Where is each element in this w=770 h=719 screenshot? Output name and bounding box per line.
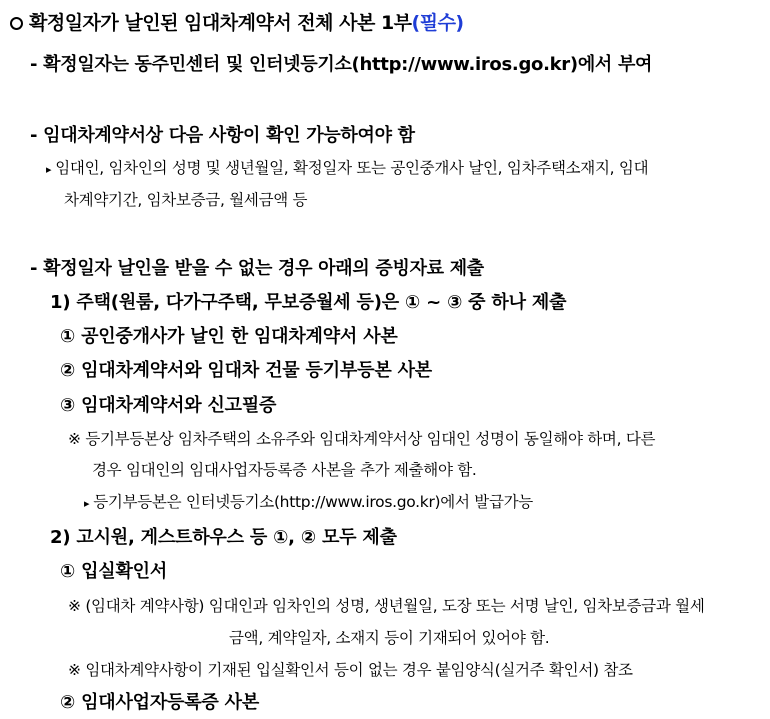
line-note-contract-items-1: ※ (임대차 계약사항) 임대인과 임차인의 성명, 생년월일, 도장 또는 서명 날인, 임차보증금과 월세 xyxy=(68,597,705,615)
required-items-text-1: 임대인, 임차인의 성명 및 생년월일, 확정일자 또는 공인중개사 날인, 임차주택소재지, 임대 xyxy=(55,159,649,177)
line-option-2: ② 임대차계약서와 임대차 건물 등기부등본 사본 xyxy=(60,360,432,381)
line-case-housing: 1) 주택(원룸, 다가구주택, 무보증월세 등)은 ① ~ ③ 중 하나 제출 xyxy=(50,292,567,313)
line-checkin-confirmation: ① 입실확인서 xyxy=(60,561,168,582)
triangle-bullet-icon: ▸ xyxy=(46,163,52,176)
line-option-3: ③ 임대차계약서와 신고필증 xyxy=(60,395,277,416)
line-alternative-docs: - 확정일자 날인을 받을 수 없는 경우 아래의 증빙자료 제출 xyxy=(30,258,484,279)
triangle-bullet-icon: ▸ xyxy=(84,497,90,510)
line-case-gosiwon: 2) 고시원, 게스트하우스 등 ①, ② 모두 제출 xyxy=(50,527,397,548)
line-option-1: ① 공인중개사가 날인 한 임대차계약서 사본 xyxy=(60,326,398,347)
line-note-contract-items-2: 금액, 계약일자, 소재지 등이 기재되어 있어야 함. xyxy=(229,629,550,647)
required-label: (필수) xyxy=(411,12,464,34)
line-note-owner-2: 경우 임대인의 임대사업자등록증 사본을 추가 제출해야 함. xyxy=(92,461,477,479)
line-registry-info xyxy=(84,490,533,512)
line-note-attachment: ※ 임대차계약사항이 기재된 입실확인서 등이 없는 경우 붙임양식(실거주 확인서) 참조 xyxy=(68,661,633,679)
section-title xyxy=(10,8,464,35)
line-required-items-1 xyxy=(46,156,648,178)
line-business-registration: ② 임대사업자등록증 사본 xyxy=(60,692,260,713)
section-title-text: 확정일자가 날인된 임대차계약서 전체 사본 1부 xyxy=(29,12,412,34)
hollow-circle-icon xyxy=(10,17,23,30)
line-note-owner-1: ※ 등기부등본상 임차주택의 소유주와 임대차계약서상 임대인 성명이 동일해야 하며, 다른 xyxy=(68,430,656,448)
line-required-items-2: 차계약기간, 임차보증금, 월세금액 등 xyxy=(64,191,308,209)
registry-info-text: 등기부등본은 인터넷등기소(http://www.iros.go.kr)에서 발급가능 xyxy=(93,493,533,511)
line-issuance-info: - 확정일자는 동주민센터 및 인터넷등기소(http://www.iros.go.kr)에서 부여 xyxy=(30,54,653,75)
line-contract-requirements: - 임대차계약서상 다음 사항이 확인 가능하여야 함 xyxy=(30,125,415,146)
